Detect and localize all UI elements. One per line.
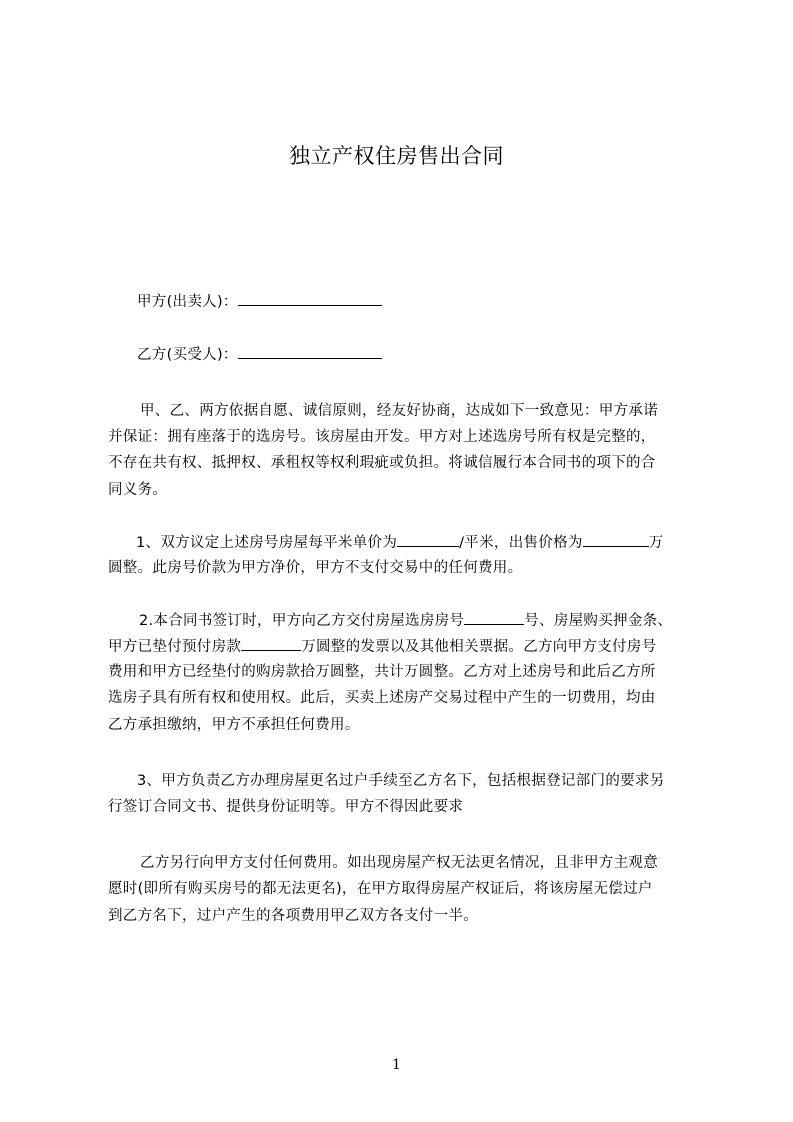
preamble-line: 并保证：拥有座落于的选房号。该房屋由开发。甲方对上述选房号所有权是完整的， xyxy=(108,429,656,445)
closing-line: 愿时(即所有购买房号的都无法更名)，在甲方取得房屋产权证后，将该房屋无偿过户 xyxy=(108,881,653,897)
unit-price-blank xyxy=(397,532,459,547)
party-a-blank xyxy=(238,291,382,306)
sale-price-blank xyxy=(583,532,649,547)
party-a-label: 甲方(出卖人)： xyxy=(137,294,238,310)
room-number-blank xyxy=(464,610,524,625)
clause-2-text-d: 万圆整的发票以及其他相关票据。乙方向甲方支付房号 xyxy=(301,639,657,655)
clause-2-line: 乙方承担缴纳，甲方不承担任何费用。 xyxy=(108,717,360,733)
party-b-line xyxy=(137,344,382,365)
clause-2-line xyxy=(108,636,656,657)
clause-2-text-c: 甲方已垫付预付房款 xyxy=(108,639,242,655)
clause-2-text-b: 号、房屋购买押金条、 xyxy=(524,613,673,629)
preamble-line: 甲、乙、两方依据自愿、诚信原则，经友好协商，达成如下一致意见：甲方承诺 xyxy=(140,403,658,419)
clause-3-line: 3、甲方负责乙方办理房屋更名过户手续至乙方名下，包括根据登记部门的要求另 xyxy=(137,773,665,789)
clause-3-line: 行签订合同文书、提供身份证明等。甲方不得因此要求 xyxy=(108,799,464,815)
party-b-label: 乙方(买受人)： xyxy=(137,347,238,363)
clause-2-line: 费用和甲方已经垫付的购房款拾万圆整，共计万圆整。乙方对上述房号和此后乙方所 xyxy=(108,664,656,680)
clause-2-text-a: 2.本合同书签订时，甲方向乙方交付房屋选房房号 xyxy=(139,613,465,629)
page-number: 1 xyxy=(392,1057,401,1073)
clause-2-line xyxy=(139,610,672,631)
clause-2-line: 选房子具有所有权和使用权。此后，买卖上述房产交易过程中产生的一切费用，均由 xyxy=(108,690,656,706)
clause-1-text-c: 万 xyxy=(648,535,664,551)
clause-1-text-a: 1、双方议定上述房号房屋每平米单价为 xyxy=(136,535,398,551)
closing-line: 乙方另行向甲方支付任何费用。如出现房屋产权无法更名情况，且非甲方主观意 xyxy=(140,855,658,871)
preamble-line: 不存在共有权、抵押权、承租权等权利瑕疵或负担。将诚信履行本合同书的项下的合 xyxy=(108,455,656,471)
clause-1-line: 圆整。此房号价款为甲方净价，甲方不支付交易中的任何费用。 xyxy=(108,560,523,576)
preamble-line: 同义务。 xyxy=(108,482,168,498)
prepaid-amount-blank xyxy=(241,636,301,651)
closing-line: 到乙方名下，过户产生的各项费用甲乙双方各支付一半。 xyxy=(108,908,478,924)
clause-1-text-b: /平米，出售价格为 xyxy=(459,535,583,551)
document-title: 独立产权住房售出合同 xyxy=(289,144,504,168)
party-a-line xyxy=(137,291,382,312)
party-b-blank xyxy=(238,344,382,359)
clause-1-line xyxy=(136,532,664,553)
